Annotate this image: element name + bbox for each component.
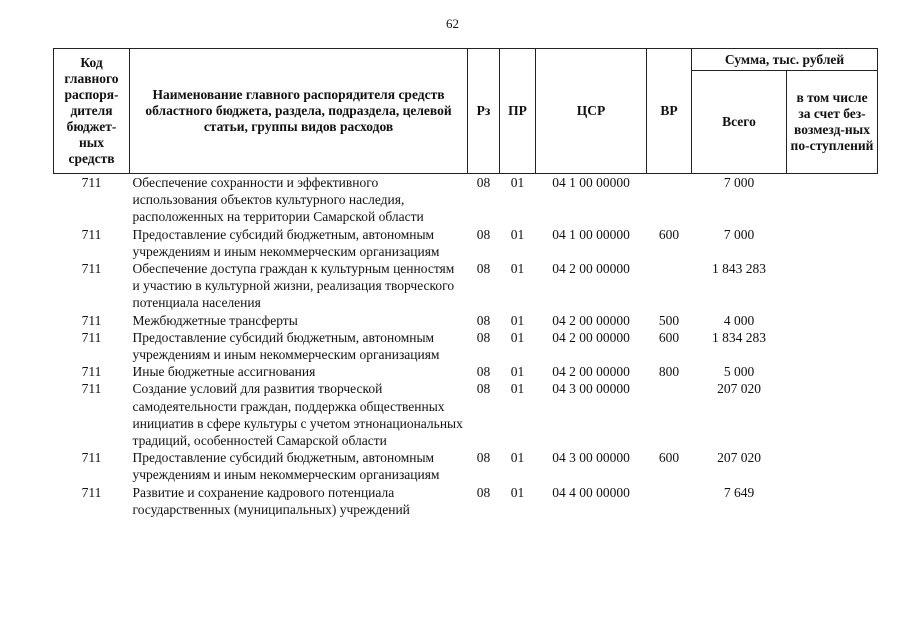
cell-name: Развитие и сохранение кадрового потенциала государственных (муниципальных) учреждений — [132, 484, 410, 517]
cell-code: 711 — [81, 312, 102, 328]
cell-rz: 08 — [476, 226, 491, 242]
cell-rz: 08 — [476, 261, 491, 277]
cell-name: Обеспечение доступа граждан к культурным ценностям и участию в культурной жизни, реализация творческого потенциала населения — [132, 261, 455, 311]
cell-pr: 01 — [510, 450, 525, 466]
cell-vr — [647, 380, 692, 449]
cell-csr: 04 2 00 00000 — [552, 364, 630, 380]
cell-total: 1 843 283 — [712, 261, 766, 277]
header-pr: ПР — [500, 49, 536, 174]
table-row — [54, 380, 878, 449]
cell-total: 7 000 — [723, 226, 755, 242]
cell-pr: 01 — [510, 312, 525, 328]
cell-non-repayable — [787, 260, 878, 312]
cell-rz: 08 — [476, 381, 491, 397]
cell-vr: 500 — [658, 312, 680, 328]
cell-csr: 04 3 00 00000 — [552, 450, 630, 466]
table-row — [54, 226, 878, 260]
table-row — [54, 260, 878, 312]
cell-code: 711 — [81, 381, 102, 397]
cell-pr: 01 — [510, 364, 525, 380]
cell-code: 711 — [81, 226, 102, 242]
cell-name: Предоставление субсидий бюджетным, автономным учреждениям и иным некоммерческим организациям — [132, 226, 440, 259]
cell-non-repayable — [787, 484, 878, 518]
header-rz: Рз — [468, 49, 500, 174]
cell-csr: 04 4 00 00000 — [552, 484, 630, 500]
cell-name: Обеспечение сохранности и эффективного использования объектов культурного наследия, расположенных на территории Самарской области — [132, 175, 424, 225]
cell-code: 711 — [81, 175, 102, 190]
cell-name: Межбюджетные трансферты — [132, 312, 298, 328]
table-row — [54, 449, 878, 483]
table-row — [54, 484, 878, 518]
header-vr: ВР — [647, 49, 692, 174]
cell-total: 4 000 — [723, 312, 755, 328]
cell-pr: 01 — [510, 381, 525, 397]
cell-csr: 04 3 00 00000 — [552, 381, 630, 397]
cell-name: Предоставление субсидий бюджетным, автономным учреждениям и иным некоммерческим организациям — [132, 329, 440, 363]
header-name: Наименование главного распорядителя средств областного бюджета, раздела, подраздела, целевой статьи, группы видов расходов — [130, 49, 468, 174]
cell-non-repayable — [787, 380, 878, 449]
cell-rz: 08 — [476, 175, 491, 190]
table-body — [54, 174, 878, 519]
cell-non-repayable — [787, 174, 878, 226]
cell-name: Создание условий для развития творческой самодеятельности граждан, поддержка общественных инициатив в сфере культуры с учетом этнонациональных традиций, особенностей Самарской области — [132, 381, 463, 449]
cell-vr: 600 — [658, 226, 680, 242]
cell-total: 1 834 283 — [712, 329, 766, 345]
cell-rz: 08 — [476, 364, 491, 380]
cell-vr — [647, 174, 692, 226]
cell-csr: 04 1 00 00000 — [552, 175, 630, 190]
header-non-repayable: в том числе за счет без-возмезд-ных по-ступлений — [787, 71, 878, 174]
cell-non-repayable — [787, 363, 878, 380]
cell-vr: 600 — [658, 450, 680, 466]
cell-rz: 08 — [476, 329, 491, 345]
cell-non-repayable — [787, 312, 878, 329]
cell-pr: 01 — [510, 484, 525, 500]
cell-total: 7 649 — [723, 484, 755, 500]
cell-total: 7 000 — [723, 175, 755, 190]
cell-total: 5 000 — [723, 364, 755, 380]
table-row — [54, 363, 878, 380]
cell-rz: 08 — [476, 450, 491, 466]
cell-csr: 04 2 00 00000 — [552, 261, 630, 277]
cell-code: 711 — [81, 450, 102, 466]
cell-code: 711 — [81, 261, 102, 277]
cell-non-repayable — [787, 329, 878, 363]
page-number: 62 — [446, 16, 459, 31]
cell-name: Предоставление субсидий бюджетным, автономным учреждениям и иным некоммерческим организациям — [132, 450, 440, 483]
budget-table — [53, 48, 878, 518]
cell-non-repayable — [787, 449, 878, 483]
cell-pr: 01 — [510, 261, 525, 277]
cell-rz: 08 — [476, 312, 491, 328]
cell-pr: 01 — [510, 329, 525, 345]
cell-csr: 04 2 00 00000 — [552, 312, 630, 328]
cell-code: 711 — [81, 329, 102, 345]
cell-non-repayable — [787, 226, 878, 260]
cell-code: 711 — [81, 364, 102, 380]
cell-pr: 01 — [510, 175, 525, 190]
header-csr: ЦСР — [536, 49, 647, 174]
cell-name: Иные бюджетные ассигнования — [132, 364, 316, 380]
header-total: Всего — [692, 71, 787, 174]
cell-vr — [647, 260, 692, 312]
header-sum-group: Сумма, тыс. рублей — [692, 49, 878, 71]
cell-vr: 800 — [658, 364, 680, 380]
table-row — [54, 329, 878, 363]
table-row — [54, 312, 878, 329]
cell-code: 711 — [81, 484, 102, 500]
cell-csr: 04 2 00 00000 — [552, 329, 630, 345]
cell-rz: 08 — [476, 484, 491, 500]
table-header — [54, 49, 878, 174]
cell-total: 207 020 — [717, 450, 761, 466]
header-code: Код главного распоря-дителя бюджет-ных средств — [54, 49, 130, 174]
cell-total: 207 020 — [717, 381, 761, 397]
cell-pr: 01 — [510, 226, 525, 242]
table-row — [54, 174, 878, 226]
cell-csr: 04 1 00 00000 — [552, 226, 630, 242]
cell-vr — [647, 484, 692, 518]
cell-vr: 600 — [658, 329, 680, 345]
